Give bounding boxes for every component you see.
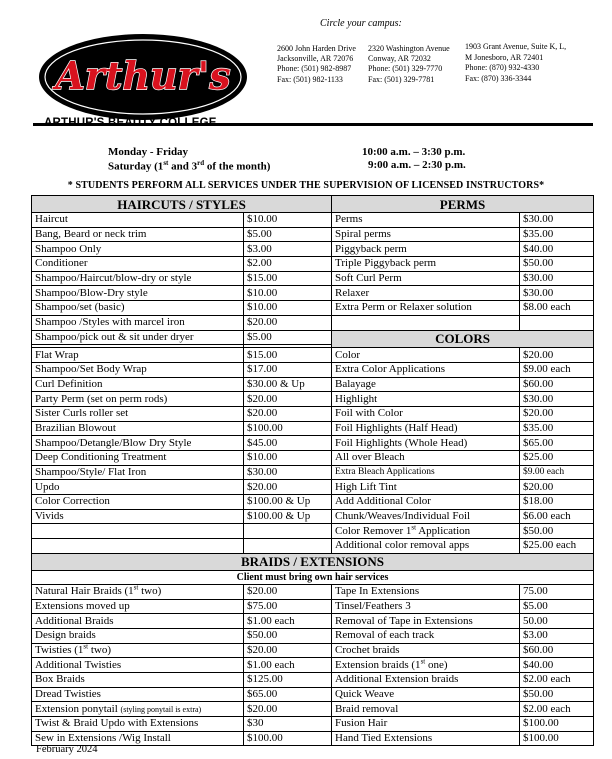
section-header-row (32, 553, 594, 570)
braids-header: BRAIDS / EXTENSIONS (32, 553, 594, 570)
table-row: Natural Hair Braids (1st two) $20.00 Tape In Extensions 75.00 (32, 584, 594, 599)
saturday-label: Saturday (1st and 3rd of the month) (108, 159, 271, 173)
table-row: Shampoo/pick out & sit under dryer $5.00 COLORS (32, 330, 594, 345)
braids-note: Client must bring own hair services (32, 570, 594, 584)
table-row: Additional color removal apps $25.00 each (32, 539, 594, 554)
table-row: Sister Curls roller set $20.00 Foil with Color $20.00 (32, 406, 594, 421)
table-row: Twisties (1st two) $20.00 Crochet braids $60.00 (32, 643, 594, 658)
table-row: Extensions moved up $75.00 Tinsel/Feathers 3 $5.00 (32, 599, 594, 614)
campus-jacksonville: 2600 John Harden Drive Jacksonville, AR 72076 Phone: (501) 982-8987 Fax: (501) 982-1133 (277, 44, 356, 84)
table-row: Additional Braids $1.00 each Removal of Tape in Extensions 50.00 (32, 614, 594, 629)
table-row: Vivids $100.00 & Up Chunk/Weaves/Individual Foil $6.00 each (32, 509, 594, 524)
colors-header: COLORS (332, 330, 594, 348)
table-row: Curl Definition $30.00 & Up Balayage $60.00 (32, 377, 594, 392)
campus-conway: 2320 Washington Avenue Conway, AR 72032 Phone: (501) 329-7770 Fax: (501) 329-7781 (368, 44, 450, 84)
supervision-notice: * STUDENTS PERFORM ALL SERVICES UNDER THE SUPERVISION OF LICENSED INSTRUCTORS* (67, 180, 545, 191)
table-row: Shampoo/set (basic) $10.00 Extra Perm or Relaxer solution $8.00 each (32, 301, 594, 316)
table-row: Shampoo/Set Body Wrap $17.00 Extra Color Applications $9.00 each (32, 362, 594, 377)
table-row: Shampoo/Detangle/Blow Dry Style $45.00 Foil Highlights (Whole Head) $65.00 (32, 436, 594, 451)
table-row: Conditioner $2.00 Triple Piggyback perm $50.00 (32, 257, 594, 272)
table-row: Shampoo /Styles with marcel iron $20.00 (32, 315, 594, 330)
price-table (31, 195, 594, 746)
weekday-time: 10:00 a.m. – 3:30 p.m. (362, 146, 466, 158)
table-row: Party Perm (set on perm rods) $20.00 Highlight $30.00 (32, 392, 594, 407)
section-header-row (32, 196, 594, 213)
table-row: Deep Conditioning Treatment $10.00 All over Bleach $25.00 (32, 451, 594, 466)
table-row: Flat Wrap $15.00 Color $20.00 (32, 348, 594, 363)
table-row: Shampoo/Haircut/blow-dry or style $15.00 Soft Curl Perm $30.00 (32, 271, 594, 286)
table-row: Color Correction $100.00 & Up Add Additional Color $18.00 (32, 495, 594, 510)
table-row: Shampoo/Blow-Dry style $10.00 Relaxer $30.00 (32, 286, 594, 301)
arthurs-logo (38, 33, 248, 121)
table-row: Brazilian Blowout $100.00 Foil Highlights (Half Head) $35.00 (32, 421, 594, 436)
table-row: Design braids $50.00 Removal of each track $3.00 (32, 628, 594, 643)
table-row: Twist & Braid Updo with Extensions $30 Fusion Hair $100.00 (32, 717, 594, 732)
table-row: Extension ponytail (styling ponytail is extra) $20.00 Braid removal $2.00 each (32, 702, 594, 717)
campus-jonesboro: 1903 Grant Avenue, Suite K, L, M Jonesboro, AR 72401 Phone: (870) 932-4330 Fax: (870) 336-3344 (465, 42, 567, 83)
table-row: Color Remover 1st Application $50.00 (32, 524, 594, 539)
table-row: Updo $20.00 High Lift Tint $20.00 (32, 480, 594, 495)
section-note-row (32, 570, 594, 584)
table-row: Additional Twisties $1.00 each Extension braids (1st one) $40.00 (32, 658, 594, 673)
table-row: Box Braids $125.00 Additional Extension braids $2.00 each (32, 672, 594, 687)
circle-campus-label: Circle your campus: (320, 18, 402, 29)
svg-text:Arthur's: Arthur's (55, 53, 231, 98)
saturday-time: 9:00 a.m. – 2:30 p.m. (368, 159, 466, 171)
table-row: Shampoo Only $3.00 Piggyback perm $40.00 (32, 242, 594, 257)
perms-header: PERMS (332, 196, 594, 213)
haircuts-header: HAIRCUTS / STYLES (32, 196, 332, 213)
table-row: Haircut $10.00 Perms $30.00 (32, 213, 594, 228)
weekday-label: Monday - Friday (108, 146, 189, 158)
table-row: Shampoo/Style/ Flat Iron $30.00 Extra Bleach Applications $9.00 each (32, 465, 594, 480)
footer-date: February 2024 (36, 744, 98, 755)
table-row: Sew in Extensions /Wig Install $100.00 Hand Tied Extensions $100.00 (32, 731, 594, 746)
table-row: Bang, Beard or neck trim $5.00 Spiral perms $35.00 (32, 227, 594, 242)
college-name: ARTHUR'S BEAUTY COLLEGE (44, 117, 217, 129)
table-row: Dread Twisties $65.00 Quick Weave $50.00 (32, 687, 594, 702)
